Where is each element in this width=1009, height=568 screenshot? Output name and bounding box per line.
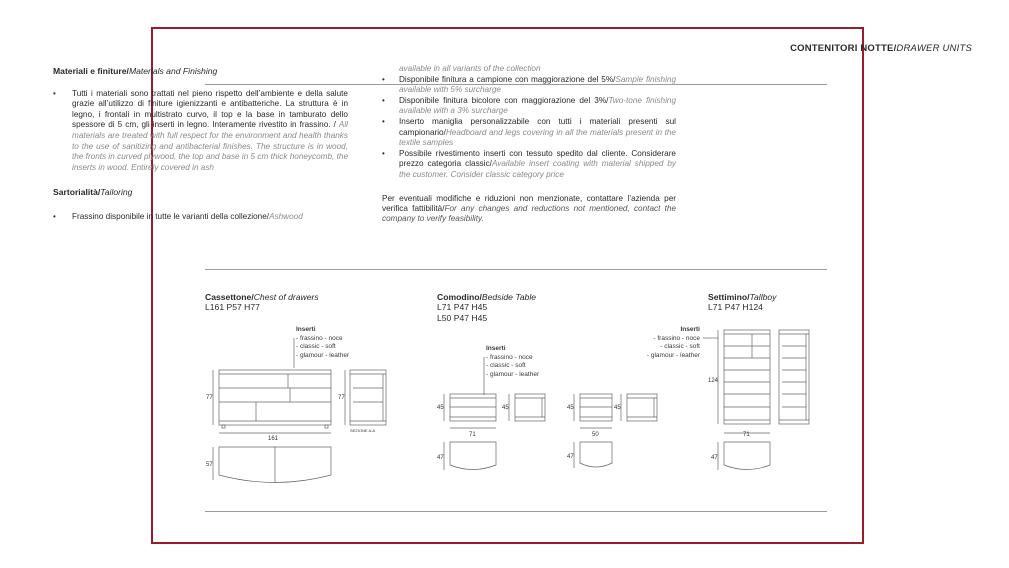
inserti-legend-tallboy: Inserti - frassino - noce - classic - soft - glamour - leather <box>646 326 700 359</box>
materials-heading: Materiali e finiture/Materials and Finishing <box>53 66 218 76</box>
dim-label: 45 <box>502 405 509 411</box>
bedside-71-side-drawing <box>509 394 545 421</box>
bedside-50-side-drawing <box>621 394 657 421</box>
chest-section-drawing <box>345 370 386 425</box>
dim-label: 47 <box>437 455 444 461</box>
tallboy-side-drawing <box>779 330 809 424</box>
product-dims: L71 P47 H45 <box>437 302 488 313</box>
dim-label: 77 <box>206 395 213 401</box>
dim-label: 45 <box>567 405 574 411</box>
product-name: Comodino/Bedside Table <box>437 292 537 302</box>
inserti-legend-chest: Inserti - frassino - noce - classic - soft - glamour - leather <box>296 326 350 359</box>
product-name: Cassettone/Chest of drawers <box>205 292 319 302</box>
tailoring-bullet-1-cont: available in all variants of the collection <box>399 64 541 73</box>
dim-label: 45 <box>437 405 444 411</box>
materials-text-it: Tutti i materiali sono trattati nel pieno rispetto dell’ambiente e della salute grazie all’utilizzo di finiture igienizzanti e antibatteriche. La struttura è in legno, i frontali in multistrato curvo, il top e la base in tamburato dello spessore di 5 cm, gli inserti in legno. Interamente rivestito in frassino. / <box>72 88 348 130</box>
section-label: SEZIONE A-A <box>350 428 376 433</box>
materials-text-en: All materials are treated with full respect for the environment and health thanks to the use of sanitizing and antibacterial finishes. The structure is in wood, the fronts in curved plywood, the top and base in 5 cm thick honeycomb, the inserts in wood. Entirely covered in ash <box>72 120 348 172</box>
dim-label: 124 <box>708 378 719 384</box>
dim-label: 161 <box>268 436 279 442</box>
product-dims: L161 P57 H77 <box>205 302 260 313</box>
chest-top-drawing <box>213 447 331 483</box>
inserti-legend-bedside: Inserti - frassino - noce - classic - soft - glamour - leather <box>486 345 540 378</box>
bedside-50-top-drawing <box>574 442 612 468</box>
dim-label: 71 <box>469 432 476 438</box>
dim-label: 47 <box>567 454 574 460</box>
dim-label: 45 <box>614 405 621 411</box>
page-title: CONTENITORI NOTTE/DRAWER UNITS <box>790 43 972 54</box>
feasibility-note: Per eventuali modifiche e riduzioni non menzionate, contattare l’azienda per verifica fattibilità/For any changes and reductions not mentioned, contact the company to verify feasibility. <box>382 193 676 224</box>
tailoring-bullet-2: • Disponibile finitura a campione con maggiorazione del 5%/Sample finishing available with 5% surcharge <box>382 75 676 96</box>
tailoring-bullet-4: • Inserto maniglia personalizzabile con tutti i materiali presenti sul campionario/Headboard and legs covering in all the materials present in the textile samples <box>382 117 676 149</box>
dim-label: 50 <box>592 432 599 438</box>
tallboy-front-drawing <box>718 330 770 433</box>
chest-front-drawing <box>213 370 331 433</box>
tailoring-bullet-5: • Possibile rivestimento inserti con tessuto spedito dal cliente. Considerare prezzo categoria classic/Available insert coating with material shipped by the customer. Consider classic category price <box>382 149 676 181</box>
tailoring-bullet-1: • Frassino disponibile in tutte le varianti della collezione/Ashwood <box>53 212 348 223</box>
dim-label: 77 <box>338 395 345 401</box>
product-dims: L71 P47 H124 <box>708 302 763 313</box>
bedside-50-front-drawing <box>574 394 612 428</box>
bedside-71-top-drawing <box>444 442 496 470</box>
dim-label: 57 <box>206 462 213 468</box>
product-name: Settimino/Tallboy <box>708 292 777 302</box>
tailoring-bullet-3: • Disponibile finitura bicolore con maggiorazione del 3%/Two-tone finishing available with a 3% surcharge <box>382 96 676 117</box>
tallboy-top-drawing <box>718 442 770 470</box>
product-dims: L50 P47 H45 <box>437 312 488 323</box>
bedside-71-front-drawing <box>444 394 496 428</box>
dim-label: 71 <box>743 432 750 438</box>
dim-label: 47 <box>711 455 718 461</box>
tailoring-heading: Sartorialità/Tailoring <box>53 187 133 198</box>
